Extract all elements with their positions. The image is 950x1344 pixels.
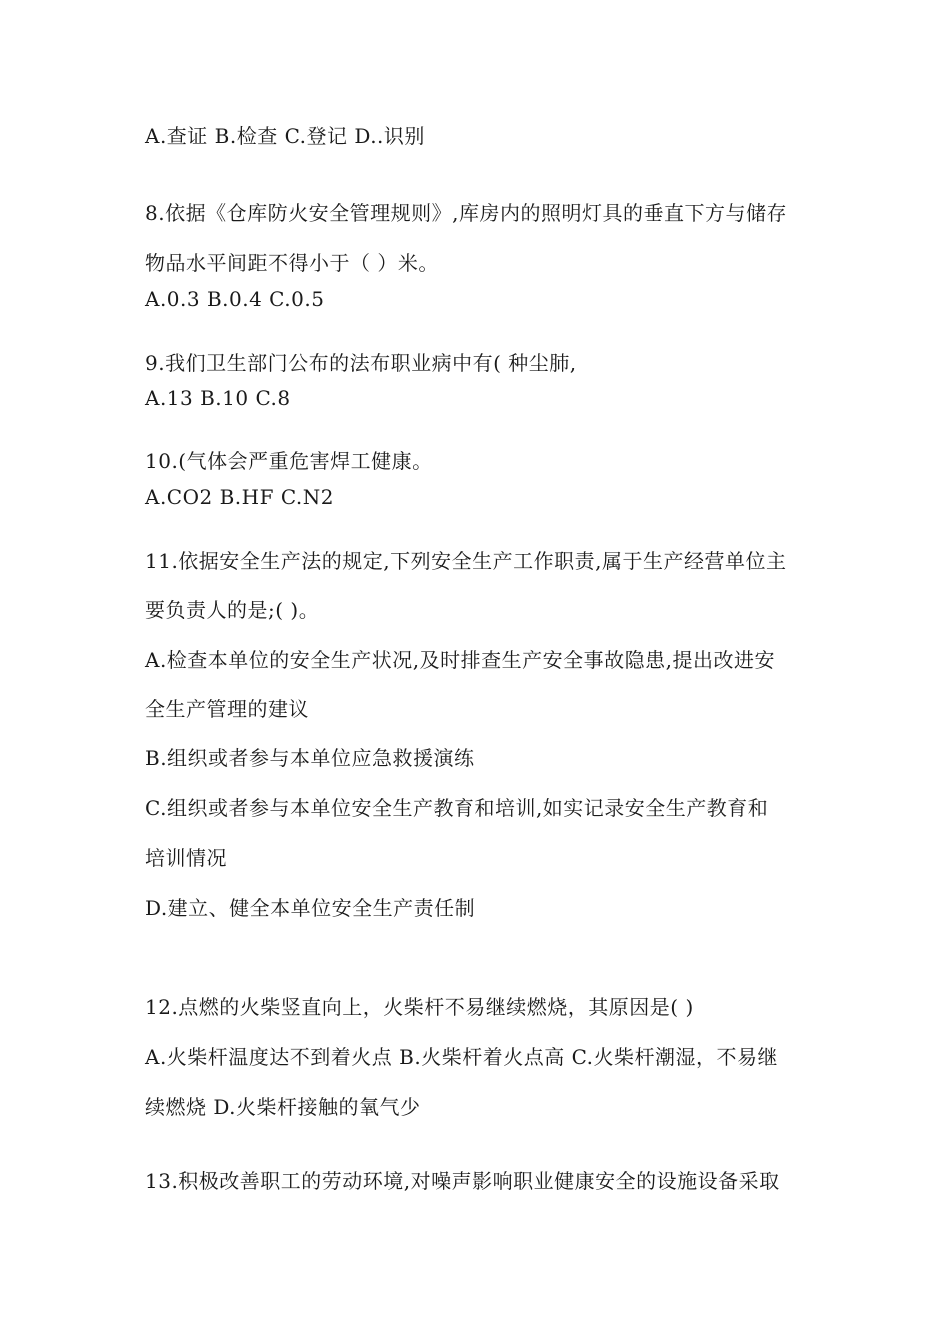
q8-stem-line1: 8.依据《仓库防火安全管理规则》,库房内的照明灯具的垂直下方与储存 xyxy=(145,201,787,225)
q10-options: A.CO2 B.HF C.N2 xyxy=(145,485,334,509)
q11-stem-line1: 11.依据安全生产法的规定,下列安全生产工作职责,属于生产经营单位主 xyxy=(145,549,787,573)
q7-options: A.查证 B.检查 C.登记 D..识别 xyxy=(145,124,425,148)
q9-stem: 9.我们卫生部门公布的法布职业病中有( 种尘肺, xyxy=(145,351,577,375)
q11-option-a-line2: 全生产管理的建议 xyxy=(145,697,309,721)
q8-options: A.0.3 B.0.4 C.0.5 xyxy=(145,287,325,311)
q8-stem-line2: 物品水平间距不得小于（ ）米。 xyxy=(145,251,439,275)
q9-options: A.13 B.10 C.8 xyxy=(145,386,291,410)
q10-stem: 10.(气体会严重危害焊工健康。 xyxy=(145,449,433,473)
q11-option-c-line1: C.组织或者参与本单位安全生产教育和培训,如实记录安全生产教育和 xyxy=(145,796,769,820)
q11-option-c-line2: 培训情况 xyxy=(145,846,227,870)
q11-stem-line2: 要负责人的是;( )。 xyxy=(145,598,320,622)
q11-option-a-line1: A.检查本单位的安全生产状况,及时排查生产安全事故隐患,提出改进安 xyxy=(145,648,776,672)
q11-option-b: B.组织或者参与本单位应急救援演练 xyxy=(145,746,475,770)
q12-options-line2: 续燃烧 D.火柴杆接触的氧气少 xyxy=(145,1095,421,1119)
q12-options-line1: A.火柴杆温度达不到着火点 B.火柴杆着火点高 C.火柴杆潮湿，不易继 xyxy=(145,1045,779,1069)
q13-stem-line1: 13.积极改善职工的劳动环境,对噪声影响职业健康安全的设施设备采取 xyxy=(145,1169,780,1193)
q11-option-d: D.建立、健全本单位安全生产责任制 xyxy=(145,896,476,920)
q12-stem: 12.点燃的火柴竖直向上，火柴杆不易继续燃烧，其原因是( ) xyxy=(145,995,694,1019)
